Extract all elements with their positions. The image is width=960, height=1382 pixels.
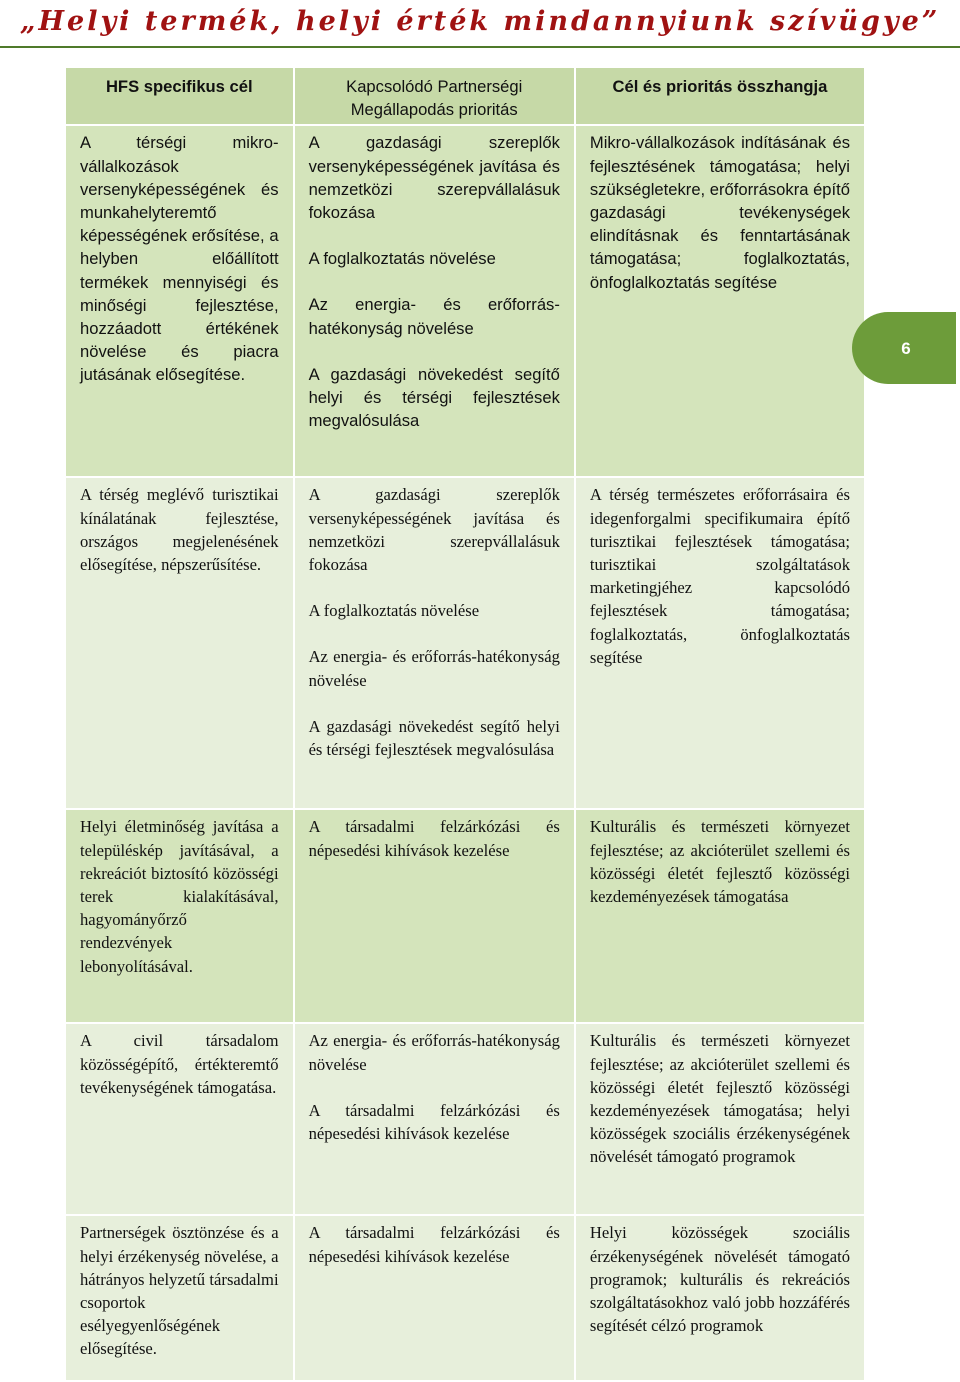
goal-text: Partnerségek ösztönzése és a helyi érzékenység növelése, a hátrányos helyzetű társadalmi csoportok esélyegyenlőségének elősegítése. [80, 1223, 279, 1359]
priority-cell [294, 1215, 575, 1381]
table-header-row [65, 67, 865, 125]
alignment-text: Helyi közösségek szociális érzékenységének növelését támogató programok; kulturális és rekreációs szolgáltatásokhoz való jobb hozzáférés segítését célzó programok [589, 1223, 850, 1336]
hfs-priority-table [64, 66, 866, 1382]
alignment-cell [575, 1023, 865, 1215]
header-partnership-priority: Kapcsolódó Partnerségi Megállapodás prioritás [294, 67, 575, 125]
priority-cell [294, 125, 575, 477]
alignment-text: A térség természetes erőforrásaira és idegenforgalmi specifikumaira építő turisztikai fejlesztések támogatása; turisztikai szolgáltatások marketingjéhez kapcsolódó fejlesztések támogatása; foglalkoztatás, önfoglalkoztatás segítése [589, 485, 850, 667]
goal-cell [65, 1215, 294, 1381]
priority-item: A gazdasági növekedést segítő helyi és térségi fejlesztések megvalósulása [308, 364, 560, 431]
goal-cell [65, 477, 294, 809]
priority-cell [294, 809, 575, 1023]
priority-item: Az energia- és erőforrás-hatékonyság növelése [308, 1031, 560, 1074]
priority-item: A gazdasági növekedést segítő helyi és térségi fejlesztések megvalósulása [308, 716, 560, 760]
priority-item: A társadalmi felzárkózási és népesedési kihívások kezelése [308, 817, 560, 860]
table-row [65, 477, 865, 809]
page-number: 6 [901, 339, 911, 358]
priority-item: Az energia- és erőforrás-hatékonyság növelése [308, 295, 560, 338]
title-divider [0, 46, 960, 48]
header-alignment: Cél és prioritás összhangja [575, 67, 865, 125]
table-row [65, 1215, 865, 1381]
priority-item: A foglalkoztatás növelése [308, 249, 496, 269]
alignment-cell [575, 809, 865, 1023]
goal-cell [65, 809, 294, 1023]
goal-text: Helyi életminőség javítása a településkép javításával, a rekreációt biztosító közösségi terek kialakításával, hagyományőrző rendezvények lebonyolításával. [80, 817, 279, 976]
document-title: „Helyi termék, helyi érték mindannyiunk szívügye” [20, 6, 941, 37]
priority-item: Az energia- és erőforrás-hatékonyság növelése [308, 647, 560, 690]
priority-item: A gazdasági szereplők versenyképességének javítása és nemzetközi szerepvállalásuk fokozása [308, 485, 560, 575]
priority-cell [294, 477, 575, 809]
table-row [65, 809, 865, 1023]
goal-cell [65, 125, 294, 477]
priority-item: A gazdasági szereplők versenyképességének javítása és nemzetközi szerepvállalásuk fokozása [308, 133, 560, 223]
alignment-cell [575, 125, 865, 477]
goal-text: A térség meglévő turisztikai kínálatának fejlesztése, országos megjelenésének elősegítése, népszerűsítése. [80, 485, 279, 575]
header-hfs-goal: HFS specifikus cél [65, 67, 294, 125]
table-row [65, 125, 865, 477]
alignment-text: Mikro-vállalkozások indításának és fejlesztésének támogatása; helyi szükségletekre, erőforrásokra építő gazdasági tevékenységek elindításnak és fenntartásának támogatása; foglalkoztatás, önfoglalkoztatás segítése [589, 133, 850, 292]
table-row [65, 1023, 865, 1215]
goal-cell [65, 1023, 294, 1215]
priority-cell [294, 1023, 575, 1215]
goal-text: A térségi mikro-vállalkozások versenyképességének és munkahelyteremtő képességének erősítése, a helyben előállított termékek mennyiségi és minőségi fejlesztése, hozzáadott értékének növelése és piacra jutásának elősegítése. [80, 133, 279, 385]
priority-item: A társadalmi felzárkózási és népesedési kihívások kezelése [308, 1100, 560, 1144]
alignment-cell [575, 477, 865, 809]
alignment-text: Kulturális és természeti környezet fejlesztése; az akcióterület szellemi és közösségi életét fejlesztő közösségi kezdeményezések támogatása [589, 817, 850, 907]
alignment-text: Kulturális és természeti környezet fejlesztése; az akcióterület szellemi és közösségi életét fejlesztő közösségi kezdeményezések támogatása; helyi közösségek szociális érzékenységének növelését támogató programok [589, 1031, 850, 1167]
goal-text: A civil társadalom közösségépítő, értékteremtő tevékenységének támogatása. [80, 1031, 279, 1097]
priority-item: A foglalkoztatás növelése [308, 601, 480, 621]
priority-item: A társadalmi felzárkózási és népesedési kihívások kezelése [308, 1223, 560, 1266]
alignment-cell [575, 1215, 865, 1381]
